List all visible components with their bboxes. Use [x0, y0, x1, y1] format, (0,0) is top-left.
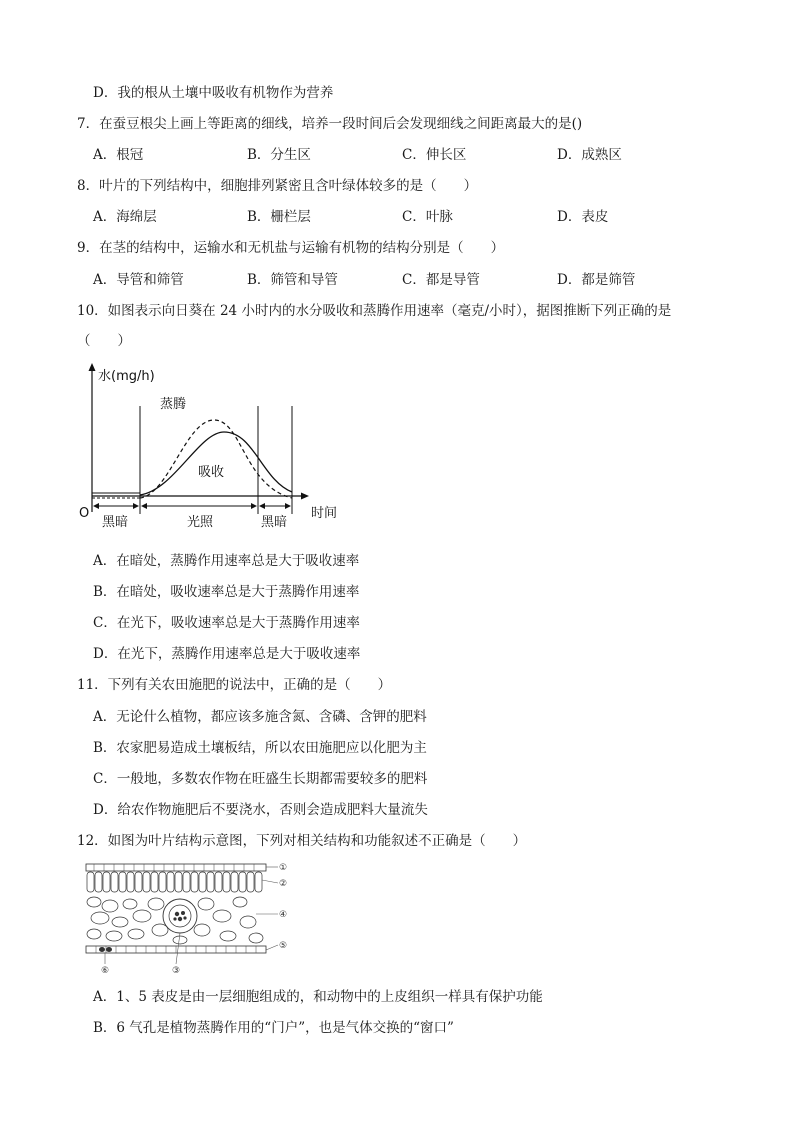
upper-epidermis-cells	[94, 864, 254, 871]
label-4: ④	[279, 910, 288, 920]
leaf-structure-figure	[80, 860, 295, 978]
label-1: ①	[279, 863, 288, 873]
x-axis-arrow-icon	[301, 493, 309, 500]
q9-option-c: C．都是导管	[402, 272, 480, 288]
q11-option-c: C．一般地，多数农作物在旺盛生长期都需要较多的肥料	[93, 771, 428, 787]
q8-stem: 8．叶片的下列结构中，细胞排列紧密且含叶绿体较多的是（ ）	[77, 178, 478, 194]
origin-label: O	[79, 506, 90, 521]
period-right-label: 黑暗	[261, 515, 288, 530]
period-middle-label: 光照	[187, 515, 214, 530]
q12-option-a: A．1、5 表皮是由一层细胞组成的，和动物中的上皮组织一样具有保护功能	[93, 989, 543, 1005]
arrow-right-icon	[133, 503, 139, 509]
q7-option-d: D．成熟区	[557, 147, 622, 163]
transpiration-curve	[140, 420, 292, 498]
q6-option-d: D．我的根从土壤中吸收有机物作为营养	[93, 85, 334, 101]
q12-stem: 12．如图为叶片结构示意图，下列对相关结构和功能叙述不正确是（ ）	[77, 833, 527, 849]
arrow-right-icon	[251, 503, 257, 509]
arrow-left-icon	[93, 503, 99, 509]
q11-stem: 11．下列有关农田施肥的说法中，正确的是（ ）	[77, 677, 392, 693]
water-rate-figure	[74, 362, 354, 534]
stoma	[99, 947, 112, 952]
q10-option-d: D．在光下，蒸腾作用速率总是大于吸收速率	[93, 646, 361, 662]
label-2: ②	[279, 879, 288, 889]
q11-option-a: A．无论什么植物，都应该多施含氮、含磷、含钾的肥料	[93, 709, 427, 725]
arrow-right-icon	[285, 503, 291, 509]
lower-epidermis-cells	[96, 946, 256, 953]
x-axis-label: 时间	[311, 506, 338, 521]
q8-option-a: A．海绵层	[93, 209, 157, 225]
q9-option-a: A．导管和筛管	[93, 272, 184, 288]
period-left-label: 黑暗	[102, 515, 129, 530]
q7-option-a: A．根冠	[93, 147, 144, 163]
q10-stem: 10．如图表示向日葵在 24 小时内的水分吸收和蒸腾作用速率（毫克/小时），据图推断下列正确的是	[77, 303, 672, 319]
palisade-layer	[87, 872, 262, 892]
q7-option-c: C．伸长区	[402, 147, 467, 163]
q10-stem-bracket: （ ）	[77, 333, 131, 349]
q10-option-a: A．在暗处，蒸腾作用速率总是大于吸收速率	[93, 553, 360, 569]
q10-option-b: B．在暗处，吸收速率总是大于蒸腾作用速率	[93, 584, 360, 600]
label-5: ⑤	[279, 941, 288, 951]
leaf-vein	[163, 899, 197, 933]
q8-option-d: D．表皮	[557, 209, 609, 225]
y-axis-label: 水(mg/h)	[98, 369, 155, 384]
q9-option-d: D．都是筛管	[557, 272, 636, 288]
q7-option-b: B．分生区	[247, 147, 311, 163]
leader-lines	[105, 867, 278, 964]
label-3: ③	[172, 966, 181, 976]
q11-option-d: D．给农作物施肥后不要浇水，否则会造成肥料大量流失	[93, 802, 428, 818]
arrow-left-icon	[259, 503, 265, 509]
arrow-left-icon	[141, 503, 147, 509]
q9-option-b: B．筛管和导管	[247, 272, 338, 288]
transpiration-label: 蒸腾	[160, 397, 187, 412]
upper-epidermis	[86, 864, 266, 871]
q7-stem: 7．在蚕豆根尖上画上等距离的细线，培养一段时间后会发现细线之间距离最大的是()	[77, 116, 583, 132]
absorption-label: 吸收	[198, 465, 225, 480]
q9-stem: 9．在茎的结构中，运输水和无机盐与运输有机物的结构分别是（ ）	[77, 240, 505, 256]
q11-option-b: B．农家肥易造成土壤板结，所以农田施肥应以化肥为主	[93, 740, 427, 756]
q8-option-c: C．叶脉	[402, 209, 453, 225]
q10-option-c: C．在光下，吸收速率总是大于蒸腾作用速率	[93, 615, 360, 631]
q12-option-b: B．6 气孔是植物蒸腾作用的“门户”，也是气体交换的“窗口”	[93, 1020, 454, 1036]
q8-option-b: B．栅栏层	[247, 209, 311, 225]
y-axis-arrow-icon	[89, 363, 96, 371]
label-6: ⑥	[101, 966, 110, 976]
